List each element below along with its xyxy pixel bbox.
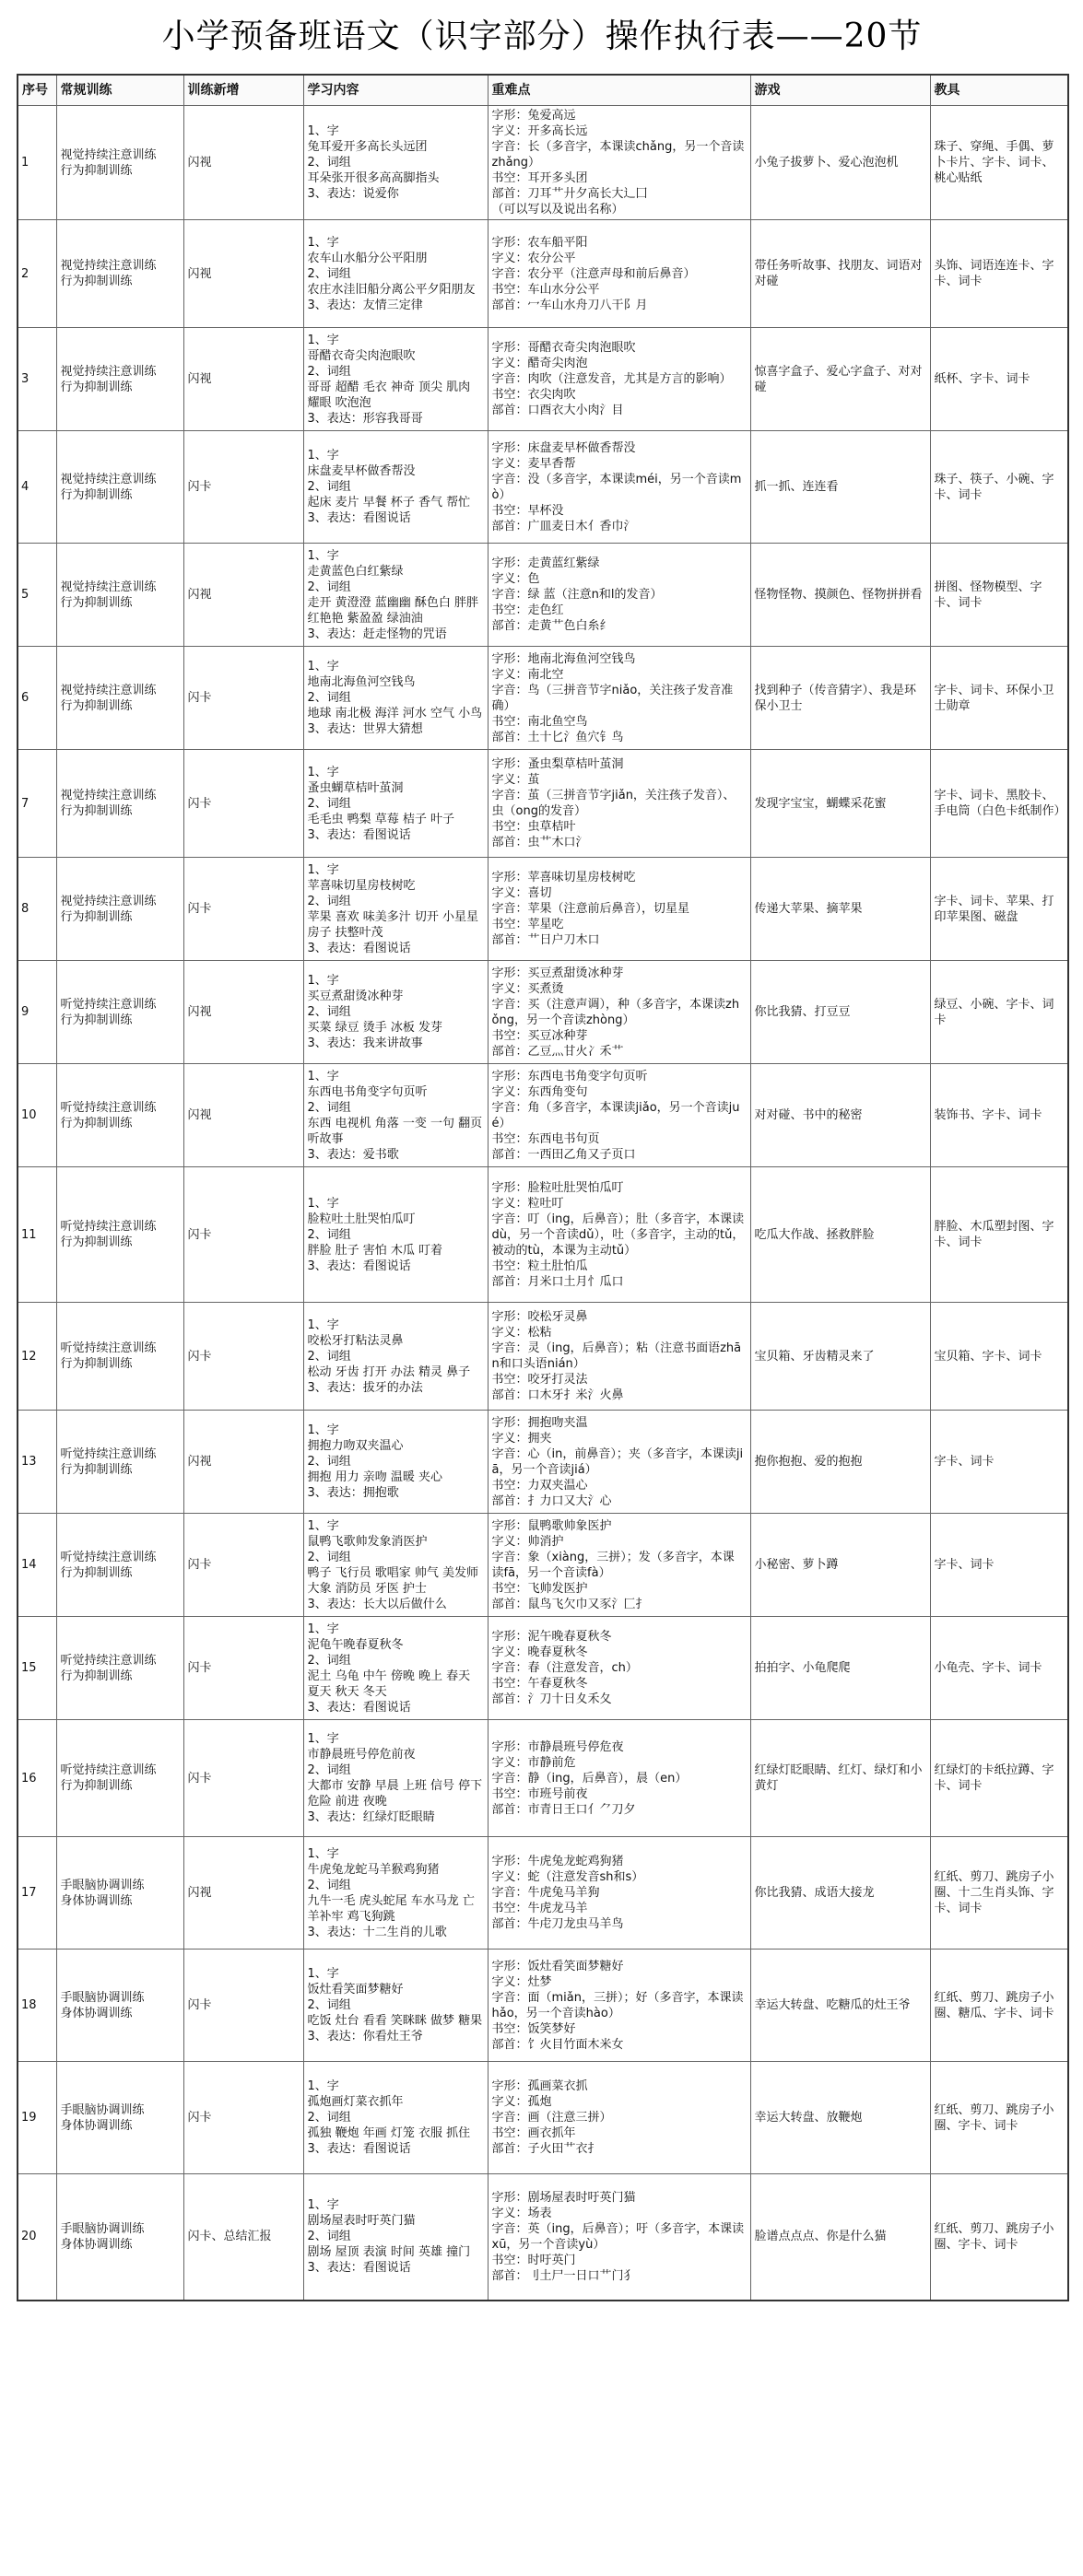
cell-new: 闪卡	[183, 1720, 303, 1837]
cell-content: 1、字 农车山水船分公平阳朋 2、词组 农庄水洼旧船分离公平夕阳朋友 3、表达：友情三定律	[303, 220, 488, 328]
cell-no: 8	[18, 858, 56, 961]
cell-content: 1、字 苹喜味切星房枝树吃 2、词组 苹果 喜欢 味美多汁 切开 小星星 房子 扶整叶茂 3、表达：看图说话	[303, 858, 488, 961]
table-row	[18, 647, 1068, 750]
cell-aids: 珠子、穿绳、手偶、萝卜卡片、字卡、词卡、桃心贴纸	[930, 106, 1068, 220]
cell-keys: 字形：东西电书角变字句页听 字义：东西角变句 字音：角（多音字，本课读jiǎo，另一个音读jué） 书空：东西电书句页 部首：一西田乙角又子页口	[488, 1064, 750, 1167]
cell-content: 1、字 走黄蓝色白红紫绿 2、词组 走开 黄澄澄 蓝幽幽 酥色白 胖胖 红艳艳 紫盈盈 绿油油 3、表达：赶走怪物的咒语	[303, 544, 488, 647]
table-row	[18, 1514, 1068, 1617]
cell-aids: 小龟壳、字卡、词卡	[930, 1617, 1068, 1720]
cell-new: 闪视	[183, 220, 303, 328]
cell-game: 小兔子拔萝卜、爱心泡泡机	[750, 106, 930, 220]
cell-keys: 字形：咬松牙灵鼻 字义：松粘 字音：灵（ing，后鼻音）；粘（注意书面语zhān和口头语nián） 书空：咬牙打灵法 部首：口木牙扌米氵火鼻	[488, 1303, 750, 1411]
cell-game: 传递大苹果、摘苹果	[750, 858, 930, 961]
cell-aids: 宝贝箱、字卡、词卡	[930, 1303, 1068, 1411]
cell-new: 闪视	[183, 544, 303, 647]
cell-routine: 手眼脑协调训练 身体协调训练	[56, 1837, 183, 1950]
table-row	[18, 1167, 1068, 1303]
cell-routine: 视觉持续注意训练 行为抑制训练	[56, 647, 183, 750]
cell-keys: 字形：泥午晚春夏秋冬 字义：晚春夏秋冬 字音：春（注意发音，ch） 书空：午春夏秋冬 部首：氵刀十日夊禾夂	[488, 1617, 750, 1720]
cell-content: 1、字 买豆煮甜烫冰种芽 2、词组 买菜 绿豆 烫手 冰板 发芽 3、表达：我来讲故事	[303, 961, 488, 1064]
cell-new: 闪视	[183, 106, 303, 220]
cell-content: 1、字 床盘麦早杯做香帮没 2、词组 起床 麦片 早餐 杯子 香气 帮忙 3、表达：看图说话	[303, 431, 488, 544]
cell-routine: 听觉持续注意训练 行为抑制训练	[56, 1411, 183, 1514]
cell-content: 1、字 市静晨班号停危前夜 2、词组 大都市 安静 早晨 上班 信号 停下 危险 前进 夜晚 3、表达：红绿灯眨眼睛	[303, 1720, 488, 1837]
cell-routine: 视觉持续注意训练 行为抑制训练	[56, 750, 183, 858]
table-row	[18, 328, 1068, 431]
cell-new: 闪视	[183, 1837, 303, 1950]
cell-new: 闪卡	[183, 2062, 303, 2174]
cell-routine: 听觉持续注意训练 行为抑制训练	[56, 1167, 183, 1303]
cell-no: 15	[18, 1617, 56, 1720]
cell-keys: 字形：孤画菜衣抓 字义：孤炮 字音：画（注意三拼） 书空：画衣抓年 部首：子火田艹衣扌	[488, 2062, 750, 2174]
header-cell-new: 训练新增	[183, 75, 303, 106]
cell-aids: 红纸、剪刀、跳房子小圈、字卡、词卡	[930, 2174, 1068, 2301]
cell-routine: 手眼脑协调训练 身体协调训练	[56, 1950, 183, 2062]
header-cell-game: 游戏	[750, 75, 930, 106]
cell-content: 1、字 咬松牙打粘法灵鼻 2、词组 松动 牙齿 打开 办法 精灵 鼻子 3、表达：拔牙的办法	[303, 1303, 488, 1411]
header-cell-no: 序号	[18, 75, 56, 106]
cell-new: 闪卡	[183, 431, 303, 544]
cell-routine: 听觉持续注意训练 行为抑制训练	[56, 1617, 183, 1720]
table-row	[18, 1837, 1068, 1950]
cell-no: 13	[18, 1411, 56, 1514]
cell-routine: 视觉持续注意训练 行为抑制训练	[56, 858, 183, 961]
cell-content: 1、字 鼠鸭飞歌帅发象消医护 2、词组 鸭子 飞行员 歌唱家 帅气 美发师 大象 消防员 牙医 护士 3、表达：长大以后做什么	[303, 1514, 488, 1617]
cell-new: 闪卡	[183, 647, 303, 750]
cell-routine: 听觉持续注意训练 行为抑制训练	[56, 961, 183, 1064]
cell-no: 4	[18, 431, 56, 544]
cell-aids: 胖脸、木瓜塑封图、字卡、词卡	[930, 1167, 1068, 1303]
cell-aids: 字卡、词卡、环保小卫士勋章	[930, 647, 1068, 750]
cell-no: 14	[18, 1514, 56, 1617]
cell-new: 闪卡	[183, 1617, 303, 1720]
cell-no: 20	[18, 2174, 56, 2301]
cell-new: 闪视	[183, 1064, 303, 1167]
cell-aids: 装饰书、字卡、词卡	[930, 1064, 1068, 1167]
cell-content: 1、字 孤炮画灯菜衣抓年 2、词组 孤独 鞭炮 年画 灯笼 衣服 抓住 3、表达：看图说话	[303, 2062, 488, 2174]
table-row	[18, 750, 1068, 858]
cell-game: 抓一抓、连连看	[750, 431, 930, 544]
cell-game: 幸运大转盘、放鞭炮	[750, 2062, 930, 2174]
table-row	[18, 1303, 1068, 1411]
table-row	[18, 1720, 1068, 1837]
cell-routine: 视觉持续注意训练 行为抑制训练	[56, 544, 183, 647]
cell-keys: 字形：买豆煮甜烫冰种芽 字义：买煮烫 字音：买（注意声调），种（多音字，本课读zhǒng，另一个音读zhòng） 书空：买豆冰种芽 部首：乙豆灬甘火冫禾艹	[488, 961, 750, 1064]
cell-keys: 字形：兔爱高远 字义：开多高长远 字音：长（多音字，本课读chǎng，另一个音读zhǎng） 书空：耳开多头团 部首：刀耳艹廾夕高长大辶囗 （可以写以及说出名称）	[488, 106, 750, 220]
cell-content: 1、字 拥抱力吻双夹温心 2、词组 拥抱 用力 亲吻 温暖 夹心 3、表达：拥抱歌	[303, 1411, 488, 1514]
cell-no: 12	[18, 1303, 56, 1411]
cell-content: 1、字 地南北海鱼河空钱鸟 2、词组 地球 南北极 海洋 河水 空气 小鸟 3、表达：世界大猜想	[303, 647, 488, 750]
cell-no: 1	[18, 106, 56, 220]
header-cell-keys: 重难点	[488, 75, 750, 106]
cell-game: 对对碰、书中的秘密	[750, 1064, 930, 1167]
cell-content: 1、字 脸粒吐土肚哭怕瓜叮 2、词组 胖脸 肚子 害怕 木瓜 叮着 3、表达：看图说话	[303, 1167, 488, 1303]
cell-new: 闪卡	[183, 1950, 303, 2062]
cell-new: 闪视	[183, 961, 303, 1064]
cell-aids: 字卡、词卡	[930, 1411, 1068, 1514]
cell-game: 你比我猜、打豆豆	[750, 961, 930, 1064]
header-cell-routine: 常规训练	[56, 75, 183, 106]
cell-routine: 听觉持续注意训练 行为抑制训练	[56, 1064, 183, 1167]
cell-content: 1、字 兔耳爱开多高长头远团 2、词组 耳朵张开很多高高脚指头 3、表达：说爱你	[303, 106, 488, 220]
cell-game: 吃瓜大作战、拯救胖脸	[750, 1167, 930, 1303]
cell-keys: 字形：饭灶看笑面梦糖好 字义：灶梦 字音：面（miǎn，三拼）；好（多音字，本课读hǎo，另一个音读hào） 书空：饭笑梦好 部首：饣火目竹面木米女	[488, 1950, 750, 2062]
cell-new: 闪卡	[183, 1514, 303, 1617]
cell-game: 拍拍字、小龟爬爬	[750, 1617, 930, 1720]
cell-game: 惊喜字盒子、爱心字盒子、对对碰	[750, 328, 930, 431]
cell-aids: 字卡、词卡、黑胶卡、手电筒（白色卡纸制作）	[930, 750, 1068, 858]
table-row	[18, 2062, 1068, 2174]
cell-game: 带任务听故事、找朋友、词语对对碰	[750, 220, 930, 328]
cell-keys: 字形：地南北海鱼河空钱鸟 字义：南北空 字音：鸟（三拼音节字niǎo，关注孩子发音准确） 书空：南北鱼空鸟 部首：土十匕氵鱼穴钅鸟	[488, 647, 750, 750]
cell-new: 闪视	[183, 328, 303, 431]
cell-new: 闪卡、总结汇报	[183, 2174, 303, 2301]
cell-aids: 红绿灯的卡纸拉蹲、字卡、词卡	[930, 1720, 1068, 1837]
cell-no: 7	[18, 750, 56, 858]
cell-no: 6	[18, 647, 56, 750]
cell-game: 小秘密、萝卜蹲	[750, 1514, 930, 1617]
cell-aids: 字卡、词卡	[930, 1514, 1068, 1617]
cell-content: 1、字 东西电书角变字句页听 2、词组 东西 电视机 角落 一变 一句 翻页 听故事 3、表达：爱书歌	[303, 1064, 488, 1167]
cell-routine: 视觉持续注意训练 行为抑制训练	[56, 106, 183, 220]
cell-aids: 拼图、怪物模型、字卡、词卡	[930, 544, 1068, 647]
cell-keys: 字形：脸粒吐肚哭怕瓜叮 字义：粒吐叮 字音：叮（ing，后鼻音）；肚（多音字，本课读dù，另一个音读dǔ），吐（多音字，主动的tǔ，被动的tù，本课为主动tǔ） 书空：粒土肚怕瓜 部首：月米口土月忄瓜口	[488, 1167, 750, 1303]
cell-keys: 字形：床盘麦早杯做香帮没 字义：麦早香帮 字音：没（多音字，本课读méi，另一个音读mò） 书空：早杯没 部首：广皿麦日木亻香巾氵	[488, 431, 750, 544]
cell-content: 1、字 泥龟午晚春夏秋冬 2、词组 泥土 乌龟 中午 傍晚 晚上 春天 夏天 秋天 冬天 3、表达：看图说话	[303, 1617, 488, 1720]
cell-routine: 视觉持续注意训练 行为抑制训练	[56, 220, 183, 328]
page-title: 小学预备班语文（识字部分）操作执行表——20节	[161, 18, 923, 55]
cell-game: 怪物怪物、摸颜色、怪物拼拼看	[750, 544, 930, 647]
table-row	[18, 2174, 1068, 2301]
cell-no: 5	[18, 544, 56, 647]
cell-routine: 听觉持续注意训练 行为抑制训练	[56, 1303, 183, 1411]
cell-routine: 手眼脑协调训练 身体协调训练	[56, 2062, 183, 2174]
cell-keys: 字形：牛虎兔龙蛇鸡狗猪 字义：蛇（注意发音sh和s） 字音：牛虎兔马羊狗 书空：牛虎龙马羊 部首：牛虍刀龙虫马羊鸟	[488, 1837, 750, 1950]
document-page	[17, 13, 1067, 2301]
cell-game: 发现字宝宝，蝴蝶采花蜜	[750, 750, 930, 858]
cell-new: 闪卡	[183, 750, 303, 858]
cell-game: 幸运大转盘、吃糖瓜的灶王爷	[750, 1950, 930, 2062]
header-row	[18, 75, 1068, 106]
cell-routine: 听觉持续注意训练 行为抑制训练	[56, 1514, 183, 1617]
cell-keys: 字形：剧场屋表时吁英门猫 字义：场表 字音：英（ing，后鼻音）；吁（多音字，本课读xū，另一个音读yù） 书空：时吁英门 部首：刂土尸一日口艹门犭	[488, 2174, 750, 2301]
cell-keys: 字形：哥醋衣奇尖肉泡眼吹 字义：醋奇尖肉泡 字音：肉吹（注意发音，尤其是方言的影响） 书空：衣尖肉吹 部首：口酉衣大小肉氵目	[488, 328, 750, 431]
cell-aids: 珠子、筷子、小碗、字卡、词卡	[930, 431, 1068, 544]
cell-no: 3	[18, 328, 56, 431]
cell-new: 闪视	[183, 1411, 303, 1514]
table-row	[18, 1064, 1068, 1167]
cell-aids: 头饰、词语连连卡、字卡、词卡	[930, 220, 1068, 328]
cell-keys: 字形：鼠鸭歌帅象医护 字义：帅消护 字音：象（xiàng，三拼）；发（多音字，本课读fā，另一个音读fà） 书空：飞帅发医护 部首：鼠鸟飞欠巾又豕氵匚扌	[488, 1514, 750, 1617]
cell-routine: 手眼脑协调训练 身体协调训练	[56, 2174, 183, 2301]
table-row	[18, 431, 1068, 544]
cell-no: 19	[18, 2062, 56, 2174]
cell-keys: 字形：走黄蓝红紫绿 字义：色 字音：绿 蓝（注意n和l的发音） 书空：走色红 部首：走黄艹色白糸纟	[488, 544, 750, 647]
cell-routine: 视觉持续注意训练 行为抑制训练	[56, 328, 183, 431]
table-row	[18, 220, 1068, 328]
table-row	[18, 544, 1068, 647]
cell-aids: 红纸、剪刀、跳房子小圈、糖瓜、字卡、词卡	[930, 1950, 1068, 2062]
cell-keys: 字形：拥抱吻夹温 字义：拥夹 字音：心（in，前鼻音）；夹（多音字，本课读jiā，另一个音读jiá） 书空：力双夹温心 部首：扌力口又大氵心	[488, 1411, 750, 1514]
cell-game: 抱你抱抱、爱的抱抱	[750, 1411, 930, 1514]
cell-no: 11	[18, 1167, 56, 1303]
cell-game: 宝贝箱、牙齿精灵来了	[750, 1303, 930, 1411]
cell-aids: 绿豆、小碗、字卡、词卡	[930, 961, 1068, 1064]
table-row	[18, 1411, 1068, 1514]
cell-aids: 红纸、剪刀、跳房子小圈、字卡、词卡	[930, 2062, 1068, 2174]
cell-routine: 听觉持续注意训练 行为抑制训练	[56, 1720, 183, 1837]
cell-keys: 字形：蚤虫梨草桔叶茧洞 字义：茧 字音：茧（三拼音节字jiǎn，关注孩子发音）、虫（ong的发音） 书空：虫草桔叶 部首：虫艹木口氵	[488, 750, 750, 858]
header-cell-aids: 教具	[930, 75, 1068, 106]
table-row	[18, 1617, 1068, 1720]
cell-content: 1、字 饭灶看笑面梦糖好 2、词组 吃饭 灶台 看看 笑眯眯 做梦 糖果 3、表达：你看灶王爷	[303, 1950, 488, 2062]
table-row	[18, 1950, 1068, 2062]
cell-content: 1、字 牛虎兔龙蛇马羊猴鸡狗猪 2、词组 九牛一毛 虎头蛇尾 车水马龙 亡羊补牢 鸡飞狗跳 3、表达：十二生肖的儿歌	[303, 1837, 488, 1950]
cell-aids: 字卡、词卡、苹果、打印苹果图、磁盘	[930, 858, 1068, 961]
cell-aids: 纸杯、字卡、词卡	[930, 328, 1068, 431]
cell-no: 18	[18, 1950, 56, 2062]
cell-no: 9	[18, 961, 56, 1064]
cell-keys: 字形：农车船平阳 字义：农分公平 字音：农分平（注意声母和前后鼻音） 书空：车山水分公平 部首：冖车山水舟刀八干阝月	[488, 220, 750, 328]
cell-content: 1、字 蚤虫蝴草桔叶茧洞 2、词组 毛毛虫 鸭梨 草莓 桔子 叶子 3、表达：看图说话	[303, 750, 488, 858]
cell-no: 17	[18, 1837, 56, 1950]
cell-new: 闪卡	[183, 1303, 303, 1411]
cell-game: 找到种子（传音猜字）、我是环保小卫士	[750, 647, 930, 750]
cell-no: 16	[18, 1720, 56, 1837]
cell-new: 闪卡	[183, 1167, 303, 1303]
cell-game: 脸谱点点点、你是什么猫	[750, 2174, 930, 2301]
header-cell-content: 学习内容	[303, 75, 488, 106]
cell-game: 你比我猜、成语大接龙	[750, 1837, 930, 1950]
cell-keys: 字形：苹喜味切星房枝树吃 字义：喜切 字音：苹果（注意前后鼻音），切星星 书空：苹星吃 部首：艹日户刀木口	[488, 858, 750, 961]
cell-new: 闪卡	[183, 858, 303, 961]
cell-game: 红绿灯眨眼睛、红灯、绿灯和小黄灯	[750, 1720, 930, 1837]
table-row	[18, 961, 1068, 1064]
schedule-table	[17, 74, 1069, 2301]
cell-content: 1、字 哥醋衣奇尖肉泡眼吹 2、词组 哥哥 超醋 毛衣 神奇 顶尖 肌肉 耀眼 吹泡泡 3、表达：形容我哥哥	[303, 328, 488, 431]
cell-routine: 视觉持续注意训练 行为抑制训练	[56, 431, 183, 544]
table-row	[18, 106, 1068, 220]
cell-content: 1、字 剧场屋表时吁英门猫 2、词组 剧场 屋顶 表演 时间 英雄 撞门 3、表达：看图说话	[303, 2174, 488, 2301]
cell-aids: 红纸、剪刀、跳房子小圈、十二生肖头饰、字卡、词卡	[930, 1837, 1068, 1950]
cell-no: 2	[18, 220, 56, 328]
cell-keys: 字形：市静晨班号停危夜 字义：市静前危 字音：静（ing，后鼻音），晨（en） 书空：市班号前夜 部首：市青日王口亻⺈刀夕	[488, 1720, 750, 1837]
cell-no: 10	[18, 1064, 56, 1167]
table-row	[18, 858, 1068, 961]
